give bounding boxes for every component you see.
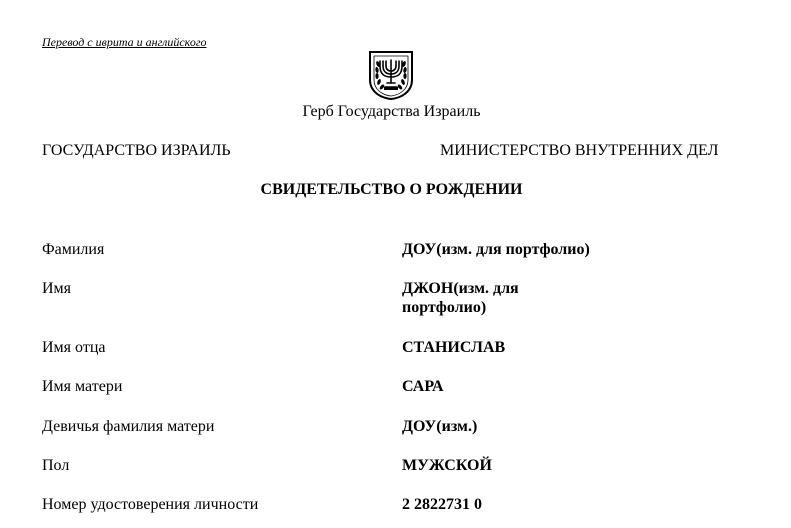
state-name: ГОСУДАРСТВО ИЗРАИЛЬ xyxy=(42,142,231,159)
field-label: Пол xyxy=(42,457,70,474)
field-label: Фамилия xyxy=(42,241,105,258)
state-emblem-icon xyxy=(367,50,415,100)
field-value: ДОУ(изм.) xyxy=(402,418,478,435)
field-value: ДЖОН(изм. для портфолио) xyxy=(402,280,519,316)
field-value: СТАНИСЛАВ xyxy=(402,339,506,356)
field-row-mother-name xyxy=(42,377,742,396)
field-value: САРА xyxy=(402,378,444,395)
field-row-sex xyxy=(42,456,742,475)
field-value: 2 2822731 0 xyxy=(402,496,482,513)
field-label: Имя отца xyxy=(42,339,106,356)
translation-note: Перевод с иврита и английского xyxy=(42,35,207,49)
field-value: ДОУ(изм. для портфолио) xyxy=(402,241,590,258)
field-label: Номер удостоверения личности xyxy=(42,496,259,513)
field-row-mother-maiden-name xyxy=(42,417,742,436)
field-row-id-number xyxy=(42,495,742,514)
certificate-fields xyxy=(42,240,742,514)
ministry-name: МИНИСТЕРСТВО ВНУТРЕННИХ ДЕЛ xyxy=(440,142,719,159)
document-title: СВИДЕТЕЛЬСТВО О РОЖДЕНИИ xyxy=(260,181,523,198)
emblem-caption: Герб Государства Израиль xyxy=(302,103,481,120)
field-row-first-name xyxy=(42,279,742,317)
field-row-surname xyxy=(42,240,742,259)
field-row-father-name xyxy=(42,338,742,357)
field-label: Имя матери xyxy=(42,378,123,395)
field-label: Имя xyxy=(42,280,72,297)
field-label: Девичья фамилия матери xyxy=(42,418,215,435)
field-value: МУЖСКОЙ xyxy=(402,457,492,474)
